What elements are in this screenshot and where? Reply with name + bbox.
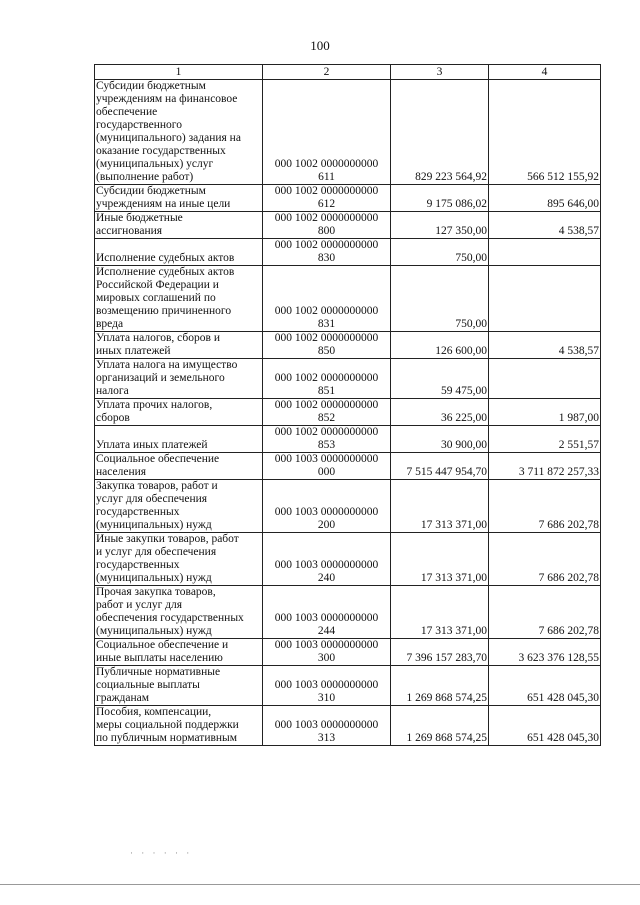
row-value-col4 — [489, 359, 601, 399]
row-value-col3: 829 223 564,92 — [391, 80, 489, 185]
scan-artifact: · · · · · · — [130, 848, 193, 858]
row-value-col4: 566 512 155,92 — [489, 80, 601, 185]
table-row — [95, 212, 601, 239]
row-value-col3: 36 225,00 — [391, 399, 489, 426]
row-name: Субсидии бюджетным учреждениям на иные цели — [95, 185, 263, 212]
table-row — [95, 480, 601, 533]
row-value-col4: 4 538,57 — [489, 332, 601, 359]
table-row — [95, 533, 601, 586]
row-value-col4 — [489, 239, 601, 266]
row-value-col4: 651 428 045,30 — [489, 666, 601, 706]
page-number: 100 — [310, 38, 330, 53]
row-value-col4 — [489, 266, 601, 332]
row-code: 000 1003 0000000000 313 — [263, 706, 391, 746]
header-col-2: 2 — [263, 65, 391, 80]
table-row — [95, 453, 601, 480]
row-name: Иные закупки товаров, работ и услуг для обеспечения государственных (муниципальных) нужд — [95, 533, 263, 586]
row-name: Социальное обеспечение и иные выплаты населению — [95, 639, 263, 666]
table-row — [95, 185, 601, 212]
row-name: Публичные нормативные социальные выплаты гражданам — [95, 666, 263, 706]
row-name: Субсидии бюджетным учреждениям на финансовое обеспечение государственного (муниципального) задания на оказание государственных (муниципальных) услуг (выполнение работ) — [95, 80, 263, 185]
row-code: 000 1002 0000000000 853 — [263, 426, 391, 453]
row-name: Иные бюджетные ассигнования — [95, 212, 263, 239]
row-name: Прочая закупка товаров, работ и услуг для обеспечения государственных (муниципальных) нужд — [95, 586, 263, 639]
row-code: 000 1003 0000000000 244 — [263, 586, 391, 639]
row-code: 000 1002 0000000000 611 — [263, 80, 391, 185]
row-value-col3: 7 396 157 283,70 — [391, 639, 489, 666]
row-value-col4: 1 987,00 — [489, 399, 601, 426]
row-value-col4: 2 551,57 — [489, 426, 601, 453]
page-bottom-rule — [0, 884, 640, 885]
row-name: Пособия, компенсации, меры социальной поддержки по публичным нормативным — [95, 706, 263, 746]
row-value-col3: 30 900,00 — [391, 426, 489, 453]
row-name: Уплата налогов, сборов и иных платежей — [95, 332, 263, 359]
row-value-col4: 3 623 376 128,55 — [489, 639, 601, 666]
table-row — [95, 399, 601, 426]
header-col-4: 4 — [489, 65, 601, 80]
row-name: Закупка товаров, работ и услуг для обеспечения государственных (муниципальных) нужд — [95, 480, 263, 533]
table-row — [95, 586, 601, 639]
row-value-col4: 4 538,57 — [489, 212, 601, 239]
row-value-col3: 17 313 371,00 — [391, 586, 489, 639]
table-row — [95, 426, 601, 453]
row-value-col4: 7 686 202,78 — [489, 480, 601, 533]
row-code: 000 1002 0000000000 612 — [263, 185, 391, 212]
row-code: 000 1002 0000000000 831 — [263, 266, 391, 332]
table-row — [95, 332, 601, 359]
row-name: Уплата иных платежей — [95, 426, 263, 453]
table-row — [95, 80, 601, 185]
row-value-col3: 17 313 371,00 — [391, 480, 489, 533]
row-value-col3: 1 269 868 574,25 — [391, 666, 489, 706]
row-name: Уплата налога на имущество организаций и земельного налога — [95, 359, 263, 399]
row-code: 000 1003 0000000000 200 — [263, 480, 391, 533]
row-value-col3: 7 515 447 954,70 — [391, 453, 489, 480]
row-value-col4: 3 711 872 257,33 — [489, 453, 601, 480]
row-code: 000 1003 0000000000 000 — [263, 453, 391, 480]
row-code: 000 1002 0000000000 850 — [263, 332, 391, 359]
table-row — [95, 266, 601, 332]
row-value-col3: 750,00 — [391, 266, 489, 332]
row-value-col3: 9 175 086,02 — [391, 185, 489, 212]
header-col-3: 3 — [391, 65, 489, 80]
row-name: Исполнение судебных актов Российской Федерации и мировых соглашений по возмещению причиненного вреда — [95, 266, 263, 332]
budget-table — [94, 64, 601, 746]
row-value-col4: 895 646,00 — [489, 185, 601, 212]
row-value-col3: 126 600,00 — [391, 332, 489, 359]
row-code: 000 1003 0000000000 310 — [263, 666, 391, 706]
row-code: 000 1003 0000000000 240 — [263, 533, 391, 586]
table-row — [95, 359, 601, 399]
table-row — [95, 639, 601, 666]
row-value-col3: 750,00 — [391, 239, 489, 266]
row-value-col3: 17 313 371,00 — [391, 533, 489, 586]
row-name: Исполнение судебных актов — [95, 239, 263, 266]
row-code: 000 1002 0000000000 800 — [263, 212, 391, 239]
row-code: 000 1003 0000000000 300 — [263, 639, 391, 666]
table-row — [95, 239, 601, 266]
header-col-1: 1 — [95, 65, 263, 80]
table-header-row — [95, 65, 601, 80]
table-row — [95, 706, 601, 746]
row-value-col3: 59 475,00 — [391, 359, 489, 399]
row-value-col3: 1 269 868 574,25 — [391, 706, 489, 746]
row-value-col4: 7 686 202,78 — [489, 586, 601, 639]
row-value-col3: 127 350,00 — [391, 212, 489, 239]
row-code: 000 1002 0000000000 830 — [263, 239, 391, 266]
row-value-col4: 7 686 202,78 — [489, 533, 601, 586]
row-name: Социальное обеспечение населения — [95, 453, 263, 480]
row-name: Уплата прочих налогов, сборов — [95, 399, 263, 426]
row-value-col4: 651 428 045,30 — [489, 706, 601, 746]
row-code: 000 1002 0000000000 852 — [263, 399, 391, 426]
row-code: 000 1002 0000000000 851 — [263, 359, 391, 399]
table-row — [95, 666, 601, 706]
